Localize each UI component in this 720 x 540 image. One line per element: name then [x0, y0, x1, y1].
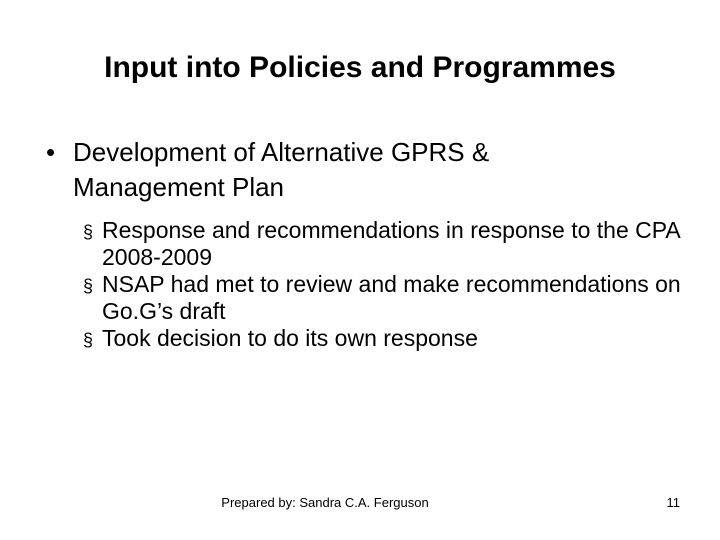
sub-bullet-list	[83, 217, 693, 353]
main-bullet-text: Development of Alternative GPRS & Management Plan	[73, 137, 490, 202]
main-bullet-item	[46, 135, 686, 205]
sub-bullet-marker: §	[83, 276, 94, 296]
slide-page-number: 11	[666, 495, 680, 510]
slide-title: Input into Policies and Programmes	[104, 51, 616, 84]
sub-bullet-marker: §	[83, 222, 94, 242]
footer-prepared-by: Prepared by: Sandra C.A. Ferguson	[221, 495, 429, 510]
sub-bullet-text: Took decision to do its own response	[102, 325, 478, 351]
sub-bullet-text: Response and recommendations in response to the CPA 2008-2009	[102, 217, 680, 270]
sub-bullet-marker: §	[83, 330, 94, 350]
sub-bullet-item	[83, 325, 693, 353]
sub-bullet-item	[83, 217, 693, 271]
sub-bullet-text: NSAP had met to review and make recommendations on Go.G’s draft	[102, 271, 681, 324]
bullet-marker: •	[46, 137, 56, 167]
sub-bullet-item	[83, 271, 693, 325]
